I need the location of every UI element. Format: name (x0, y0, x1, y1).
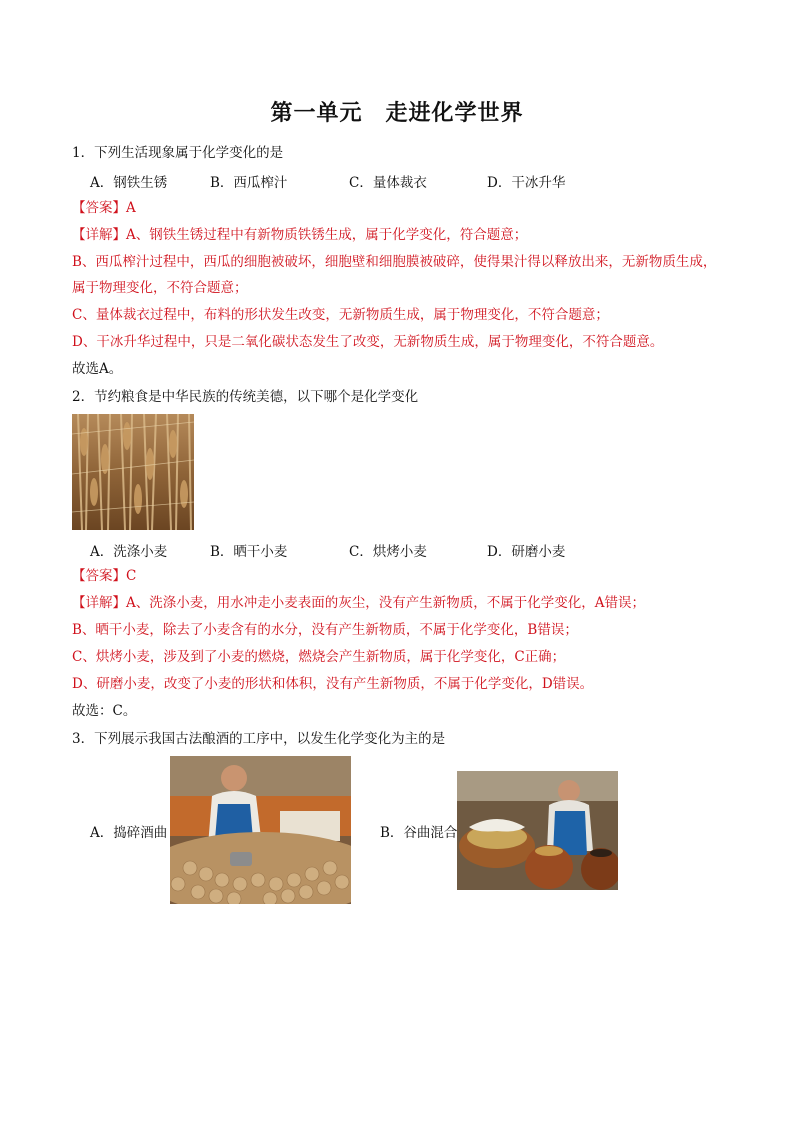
q1-option-b: B．西瓜榨汁 (210, 175, 288, 191)
q1-detail-line: B、西瓜榨汁过程中，西瓜的细胞被破坏，细胞壁和细胞膜被破碎，使得果汁得以释放出来，无新物质生成， (72, 254, 717, 270)
q1-option-c: C．量体裁衣 (349, 175, 427, 191)
q1-option-a: A．钢铁生锈 (90, 175, 168, 191)
q1-detail-line: D、干冰升华过程中，只是二氧化碳状态发生了改变，无新物质生成，属于物理变化，不符合题意。 (72, 334, 664, 350)
q2-option-b: B．晒干小麦 (210, 544, 288, 560)
q2-detail-line: 【详解】A、洗涤小麦，用水冲走小麦表面的灰尘，没有产生新物质，不属于化学变化，A错误； (72, 595, 645, 611)
q1-detail-line: 属于物理变化，不符合题意； (72, 280, 248, 296)
q2-detail-line: D、研磨小麦，改变了小麦的形状和体积，没有产生新物质，不属于化学变化，D错误。 (72, 676, 594, 692)
q2-detail-line: C、烘烤小麦，涉及到了小麦的燃烧，燃烧会产生新物质，属于化学变化，C正确； (72, 649, 566, 665)
q1-detail-line: 【详解】A、钢铁生锈过程中有新物质铁锈生成，属于化学变化，符合题意； (72, 227, 528, 243)
q1-option-d: D．干冰升华 (487, 175, 566, 191)
wheat-photo (72, 414, 194, 530)
q2-answer: 【答案】C (72, 568, 137, 584)
q2-detail-line: B、晒干小麦，除去了小麦含有的水分，没有产生新物质，不属于化学变化，B错误； (72, 622, 578, 638)
q2-stem: 2．节约粮食是中华民族的传统美德，以下哪个是化学变化 (72, 389, 419, 405)
q1-conclusion: 故选A。 (72, 361, 123, 377)
q1-detail-line: C、量体裁衣过程中，布料的形状发生改变，无新物质生成，属于物理变化，不符合题意； (72, 307, 609, 323)
q3-option-b: B．谷曲混合 (380, 825, 458, 841)
q1-answer: 【答案】A (72, 200, 136, 216)
page-title: 第一单元 走进化学世界 (270, 101, 524, 126)
q3-option-a: A．捣碎酒曲 (90, 825, 168, 841)
q1-stem: 1．下列生活现象属于化学变化的是 (72, 145, 284, 161)
q2-option-c: C．烘烤小麦 (349, 544, 427, 560)
q2-option-d: D．研磨小麦 (487, 544, 566, 560)
q2-conclusion: 故选：C。 (72, 703, 137, 719)
mixing-grain-photo (457, 771, 618, 890)
q2-option-a: A．洗涤小麦 (90, 544, 168, 560)
q3-stem: 3．下列展示我国古法酿酒的工序中，以发生化学变化为主的是 (72, 731, 446, 747)
crushing-yeast-photo (170, 756, 351, 904)
